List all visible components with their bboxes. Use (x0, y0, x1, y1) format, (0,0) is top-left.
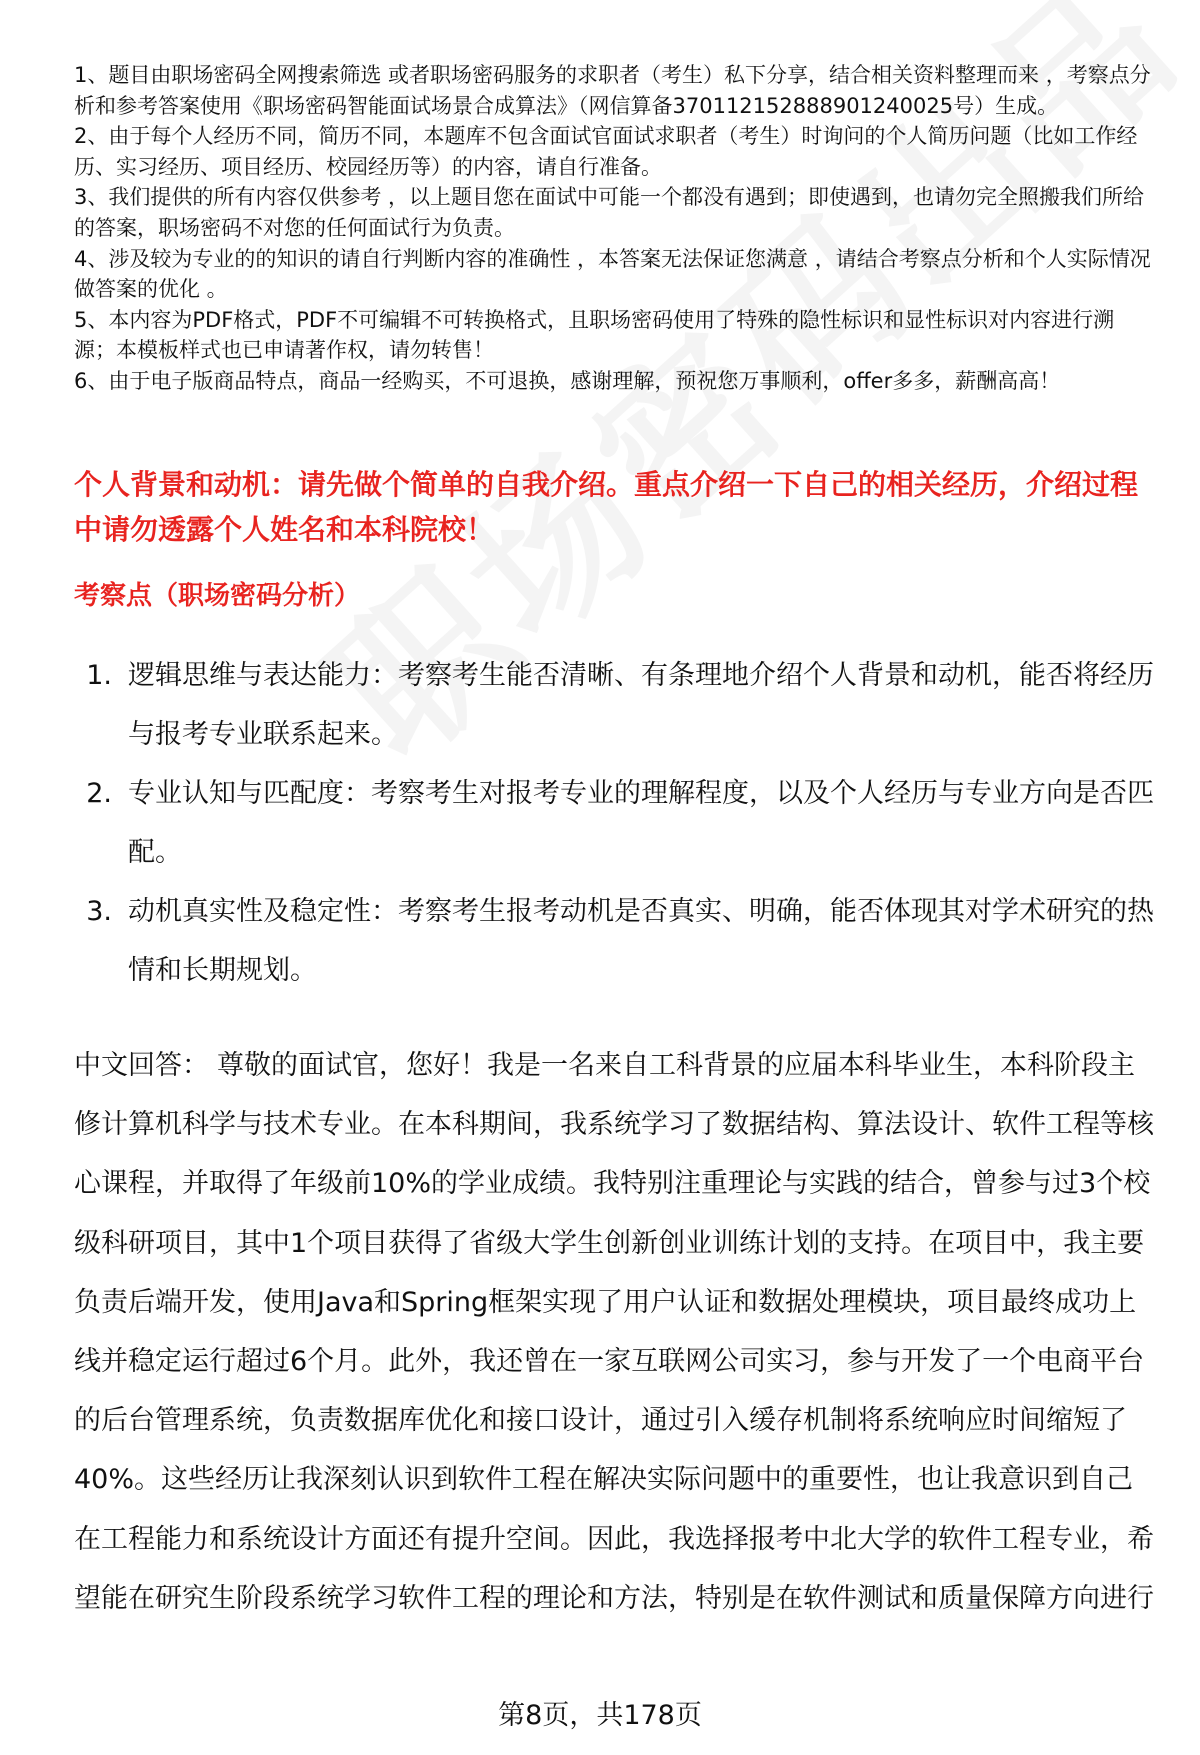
point-text: 动机真实性及稳定性：考察考生报考动机是否真实、明确，能否体现其对学术研究的热情和长期规划。 (128, 896, 1154, 986)
notice-list (74, 60, 1156, 397)
answer-text: 尊敬的面试官，您好！我是一名来自工科背景的应届本科毕业生，本科阶段主修计算机科学与技术专业。在本科期间，我系统学习了数据结构、算法设计、软件工程等核心课程，并取得了年级前10%的学业成绩。我特别注重理论与实践的结合，曾参与过3个校级科研项目，其中1个项目获得了省级大学生创新创业训练计划的支持。在项目中，我主要负责后端开发，使用Java和Spring框架实现了用户认证和数据处理模块，项目最终成功上线并稳定运行超过6个月。此外，我还曾在一家互联网公司实习，参与开发了一个电商平台的后台管理系统，负责数据库优化和接口设计，通过引入缓存机制将系统响应时间缩短了40%。这些经历让我深刻认识到软件工程在解决实际问题中的重要性，也让我意识到自己在工程能力和系统设计方面还有提升空间。因此，我选择报考中北大学的软件工程专业，希望能在研究生阶段系统学习软件工程的理论和方法，特别是在软件测试和质量保障方向进行 (74, 1050, 1154, 1614)
point-number: 1. (86, 660, 112, 691)
notice-item: 1、题目由职场密码全网搜索筛选 或者职场密码服务的求职者（考生）私下分享，结合相关资料整理而来 ，考察点分析和参考答案使用《职场密码智能面试场景合成算法》（网信算备370112152888901240025号）生成。 (74, 63, 1151, 118)
section-title: 考察点（职场密码分析） (74, 581, 361, 611)
assessment-point (74, 764, 1156, 882)
notice-item: 4、涉及较为专业的的知识的请自行判断内容的准确性 ，本答案无法保证您满意 ，请结合考察点分析和个人实际情况做答案的优化 。 (74, 246, 1151, 302)
interview-question: 个人背景和动机：请先做个简单的自我介绍。重点介绍一下自己的相关经历，介绍过程中请勿透露个人姓名和本科院校！ (74, 468, 1139, 546)
notice-item: 5、本内容为PDF格式，PDF不可编辑不可转换格式，且职场密码使用了特殊的隐性标识和显性标识对内容进行溯源；本模板样式也已申请著作权，请勿转售！ (74, 307, 1115, 363)
point-number: 3. (86, 896, 112, 927)
assessment-points (74, 646, 1156, 1000)
answer-paragraph (74, 1036, 1156, 1628)
assessment-point (74, 882, 1156, 1000)
answer-label: 中文回答： (74, 1050, 209, 1081)
assessment-point (74, 646, 1156, 764)
point-text: 逻辑思维与表达能力：考察考生能否清晰、有条理地介绍个人背景和动机，能否将经历与报考专业联系起来。 (128, 660, 1154, 750)
notice-item: 2、由于每个人经历不同，简历不同，本题库不包含面试官面试求职者（考生）时询问的个人简历问题（比如工作经历、实习经历、项目经历、校园经历等）的内容，请自行准备。 (74, 124, 1138, 179)
notice-item: 6、由于电子版商品特点，商品一经购买，不可退换，感谢理解，预祝您万事顺利，offer多多，薪酬高高！ (74, 368, 1061, 393)
notice-item: 3、我们提供的所有内容仅供参考 ，以上题目您在面试中可能一个都没有遇到；即使遇到，也请勿完全照搬我们所给的答案，职场密码不对您的任何面试行为负责。 (74, 185, 1145, 240)
point-number: 2. (86, 778, 112, 809)
page-number: 第8页，共178页 (498, 1700, 702, 1731)
point-text: 专业认知与匹配度：考察考生对报考专业的理解程度，以及个人经历与专业方向是否匹配。 (128, 778, 1154, 868)
